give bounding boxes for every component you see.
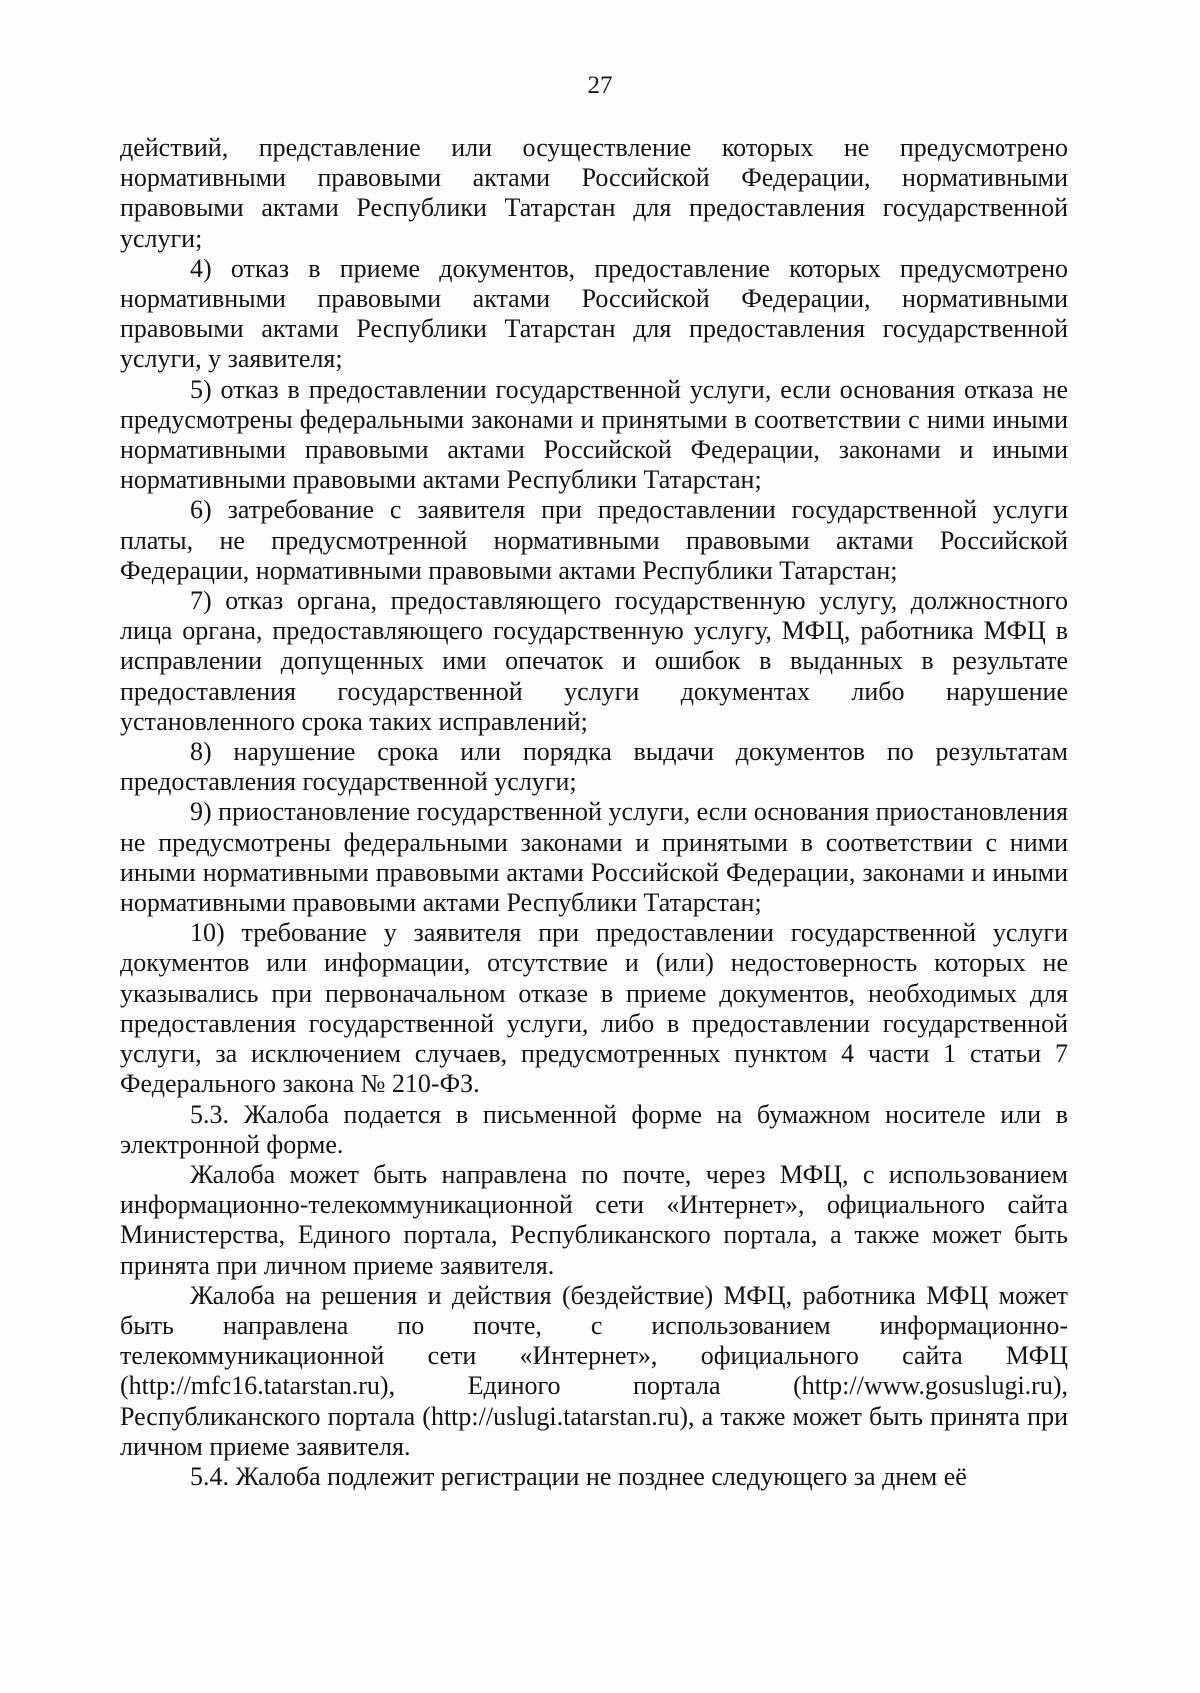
list-item-9: 9) приостановление государственной услуги, если основания приостановления не предусмотрены федеральными законами и принятыми в соответствии с ними иными нормативными правовыми актами Российской Федерации, законами и иными нормативными правовыми актами Республики Татарстан; bbox=[120, 797, 1068, 918]
section-5-4: 5.4. Жалоба подлежит регистрации не позднее следующего за днем её bbox=[190, 1461, 967, 1491]
list-item-7: 7) отказ органа, предоставляющего государственную услугу, должностного лица органа, предоставляющего государственную услугу, МФЦ, работника МФЦ в исправлении допущенных ими опечаток и ошибок в выданных в результате предоставления государственной услуги документах либо нарушение установленного срока таких исправлений; bbox=[120, 586, 1068, 736]
complaint-channels-paragraph: Жалоба может быть направлена по почте, через МФЦ, с использованием информационно-телекоммуникационной сети «Интернет», официального сайта Министерства, Единого портала, Республиканского портала, а также может быть принята при личном приеме заявителя. bbox=[120, 1159, 1068, 1280]
page-number: 27 bbox=[587, 72, 613, 99]
list-item-6: 6) затребование с заявителя при предоставлении государственной услуги платы, не предусмотренной нормативными правовыми актами Российской Федерации, нормативными правовыми актами Республики Татарстан; bbox=[120, 495, 1068, 585]
list-item-8: 8) нарушение срока или порядка выдачи документов по результатам предоставления государственной услуги; bbox=[120, 737, 1068, 797]
paragraph-continuation: действий, представление или осуществление которых не предусмотрено нормативными правовыми актами Российской Федерации, нормативными правовыми актами Республики Татарстан для предоставления государственной услуги; bbox=[120, 133, 1068, 253]
document-body bbox=[120, 133, 1068, 1492]
mfc-complaint-paragraph: Жалоба на решения и действия (бездействие) МФЦ, работника МФЦ может быть направлена по почте, с использованием информационно-телекоммуникационной сети «Интернет», официального сайта МФЦ (http://mfc16.tatarstan.ru), Единого портала (http://www.gosuslugi.ru), Республиканского портала (http://uslugi.tatarstan.ru), а также может быть принята при личном приеме заявителя. bbox=[120, 1280, 1068, 1461]
list-item-10: 10) требование у заявителя при предоставлении государственной услуги документов или информации, отсутствие и (или) недостоверность которых не указывались при первоначальном отказе в приеме документов, необходимых для предоставления государственной услуги, либо в предоставлении государственной услуги, за исключением случаев, предусмотренных пунктом 4 части 1 статьи 7 Федерального закона № 210-ФЗ. bbox=[120, 918, 1068, 1099]
list-item-4: 4) отказ в приеме документов, предоставление которых предусмотрено нормативными правовыми актами Российской Федерации, нормативными правовыми актами Республики Татарстан для предоставления государственной услуги, у заявителя; bbox=[120, 253, 1068, 374]
list-item-5: 5) отказ в предоставлении государственной услуги, если основания отказа не предусмотрены федеральными законами и принятыми в соответствии с ними иными нормативными правовыми актами Российской Федерации, законами и иными нормативными правовыми актами Республики Татарстан; bbox=[120, 374, 1068, 495]
section-5-3: 5.3. Жалоба подается в письменной форме на бумажном носителе или в электронной форме. bbox=[120, 1099, 1068, 1159]
